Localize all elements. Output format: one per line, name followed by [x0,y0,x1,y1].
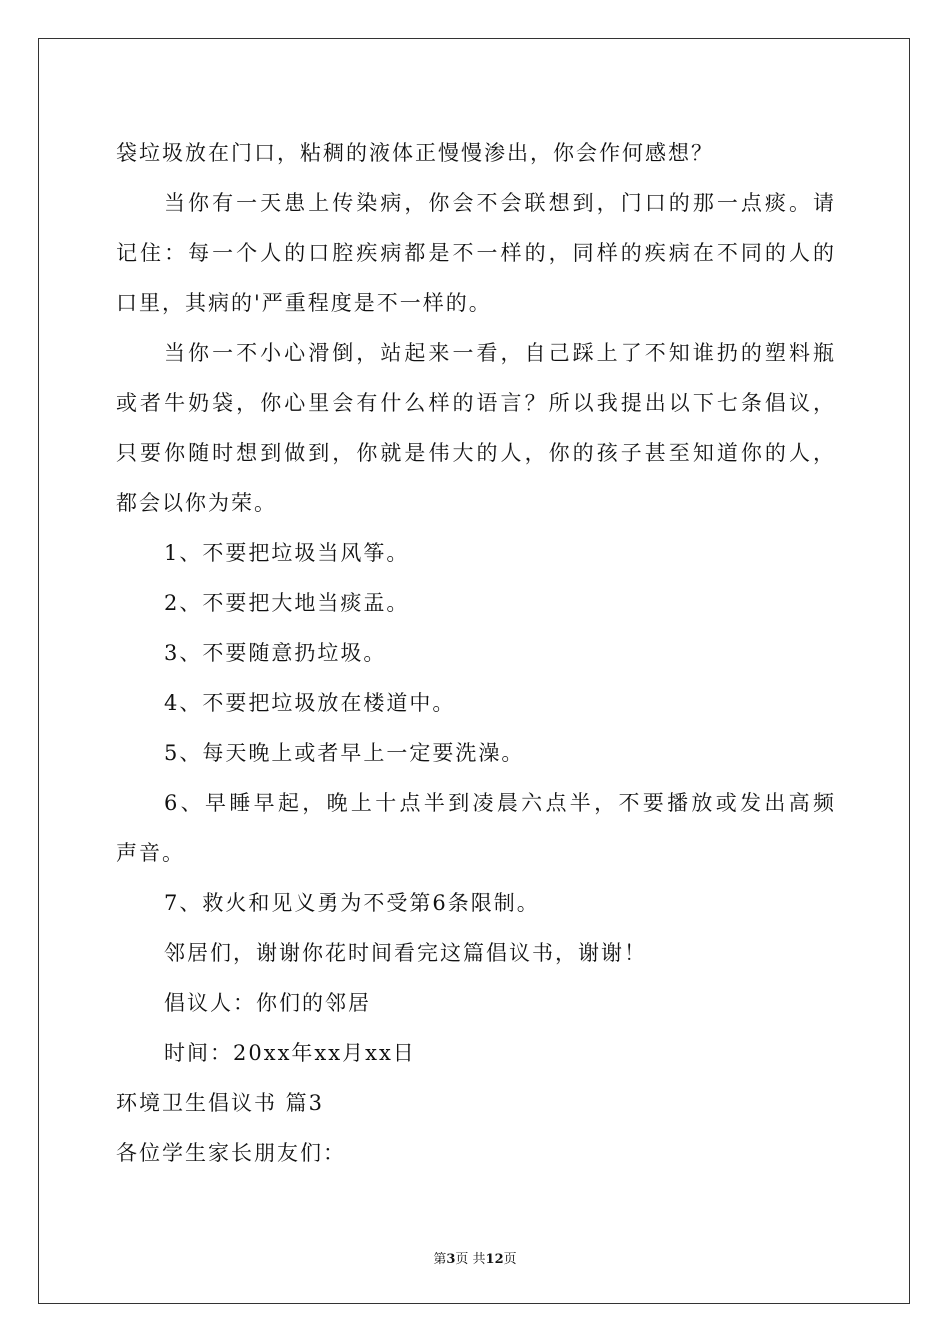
paragraph-line: 邻居们，谢谢你花时间看完这篇倡议书，谢谢！ [164,941,647,965]
paragraph-line: 记住：每一个人的口腔疾病都是不一样的，同样的疾病在不同的人的 [116,241,836,265]
paragraph-line: 袋垃圾放在门口，粘稠的液体正慢慢渗出，你会作何感想？ [116,141,714,165]
footer-suffix: 页 [503,1252,517,1267]
paragraph-line: 当你有一天患上传染病，你会不会联想到，门口的那一点痰。请 [164,191,836,215]
paragraph-line: 口里，其病的'严重程度是不一样的。 [116,291,492,315]
paragraph-line: 都会以你为荣。 [116,491,277,515]
page-footer [0,1248,950,1267]
footer-mid: 页 共 [455,1252,486,1267]
paragraph-line: 6、早睡早起，晚上十点半到凌晨六点半，不要播放或发出高频 [164,791,836,815]
paragraph-line: 当你一不小心滑倒，站起来一看，自己踩上了不知谁扔的塑料瓶 [164,341,836,365]
paragraph-line: 5、每天晚上或者早上一定要洗澡。 [164,741,525,765]
paragraph-line: 各位学生家长朋友们： [116,1141,346,1165]
footer-total-pages: 12 [485,1252,504,1267]
paragraph-line: 声音。 [116,841,185,865]
paragraph-line: 环境卫生倡议书 篇3 [116,1091,325,1115]
paragraph-line: 7、救火和见义勇为不受第6条限制。 [164,891,540,915]
footer-prefix: 第 [433,1252,447,1267]
paragraph-line: 2、不要把大地当痰盂。 [164,591,410,615]
paragraph-line: 1、不要把垃圾当风筝。 [164,541,410,565]
paragraph-line: 4、不要把垃圾放在楼道中。 [164,691,456,715]
paragraph-line: 或者牛奶袋，你心里会有什么样的语言？所以我提出以下七条倡议， [116,391,836,415]
footer-current-page: 3 [446,1252,456,1267]
paragraph-line: 只要你随时想到做到，你就是伟大的人，你的孩子甚至知道你的人， [116,441,836,465]
paragraph-line: 倡议人：你们的邻居 [164,991,371,1015]
paragraph-line: 3、不要随意扔垃圾。 [164,641,387,665]
document-body [116,128,836,1178]
paragraph-line: 时间：20xx年xx月xx日 [164,1041,416,1065]
